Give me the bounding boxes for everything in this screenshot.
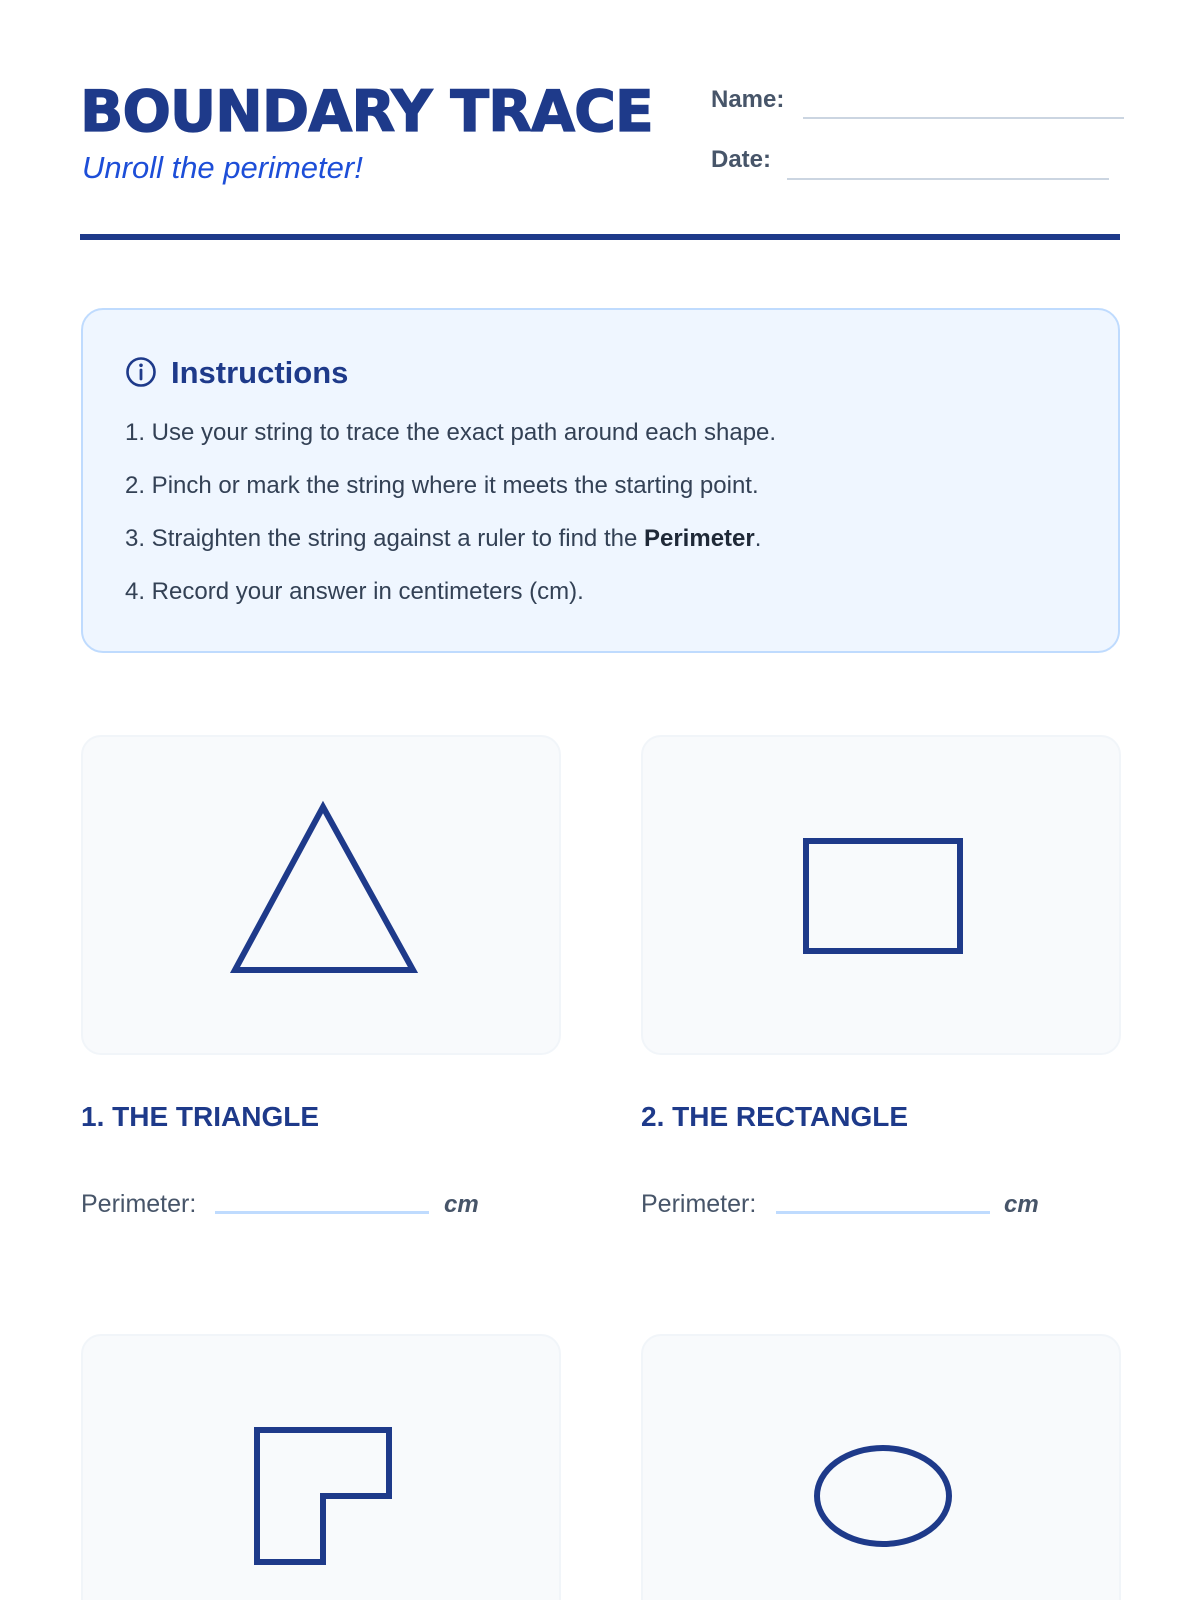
date-label: Date: [711, 146, 772, 173]
shape-card-ellipse [641, 1334, 1121, 1600]
instruction-step: 4. Record your answer in centimeters (cm). [125, 578, 584, 605]
instruction-step-suffix: . [754, 525, 762, 552]
ellipse-shape [643, 1336, 1123, 1600]
instructions-list [125, 418, 776, 630]
instruction-step-text: 3. Straighten the string against a ruler to find the [125, 525, 644, 552]
perimeter-label-triangle: Perimeter: [81, 1190, 197, 1218]
perimeter-answer-line-triangle[interactable] [215, 1211, 429, 1214]
unit-label-rectangle: cm [1004, 1191, 1039, 1218]
instructions-header [125, 356, 348, 388]
perimeter-label-rectangle: Perimeter: [641, 1190, 757, 1218]
perimeter-answer-line-rectangle[interactable] [776, 1211, 990, 1214]
shape-card-triangle [81, 735, 561, 1055]
name-label: Name: [711, 86, 785, 113]
l-shape [83, 1336, 563, 1600]
unit-label-triangle: cm [444, 1191, 479, 1218]
worksheet-subtitle: Unroll the perimeter! [82, 150, 363, 185]
instruction-step: 1. Use your string to trace the exact path around each shape. [125, 419, 777, 446]
triangle-shape [83, 737, 563, 1057]
instruction-step [125, 524, 776, 577]
perimeter-emphasis: Perimeter [643, 525, 755, 552]
shape-card-rectangle [641, 735, 1121, 1055]
instructions-title: Instructions [171, 354, 349, 390]
info-icon [125, 356, 157, 388]
instruction-step: 2. Pinch or mark the string where it meets the starting point. [125, 472, 759, 499]
name-field[interactable] [803, 117, 1124, 119]
header-divider [80, 234, 1120, 240]
instructions-panel [81, 308, 1120, 653]
shape-title-rectangle: 2. THE RECTANGLE [641, 1101, 909, 1132]
shape-card-l-shape [81, 1334, 561, 1600]
rectangle-shape [643, 737, 1123, 1057]
worksheet-title: BOUNDARY TRACE [80, 79, 653, 145]
date-field[interactable] [787, 178, 1109, 180]
shape-title-triangle: 1. THE TRIANGLE [81, 1101, 320, 1132]
